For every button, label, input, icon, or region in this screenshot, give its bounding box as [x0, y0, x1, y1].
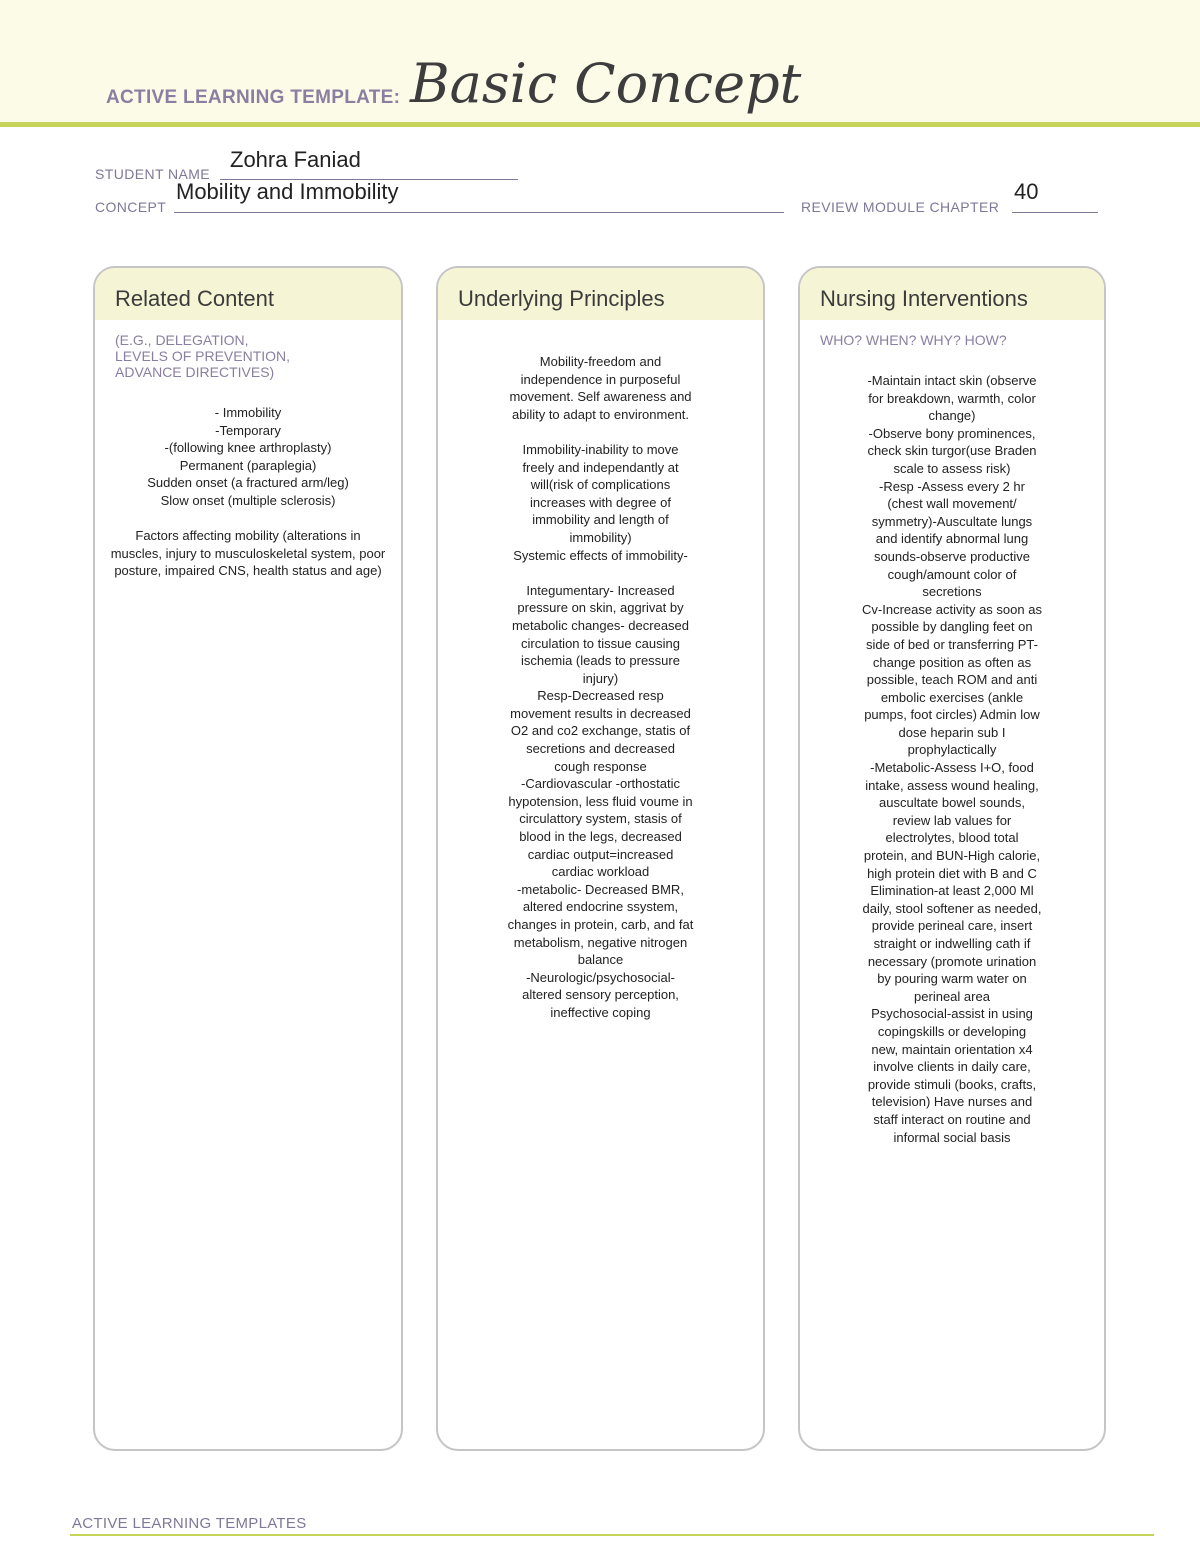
- concept-value[interactable]: Mobility and Immobility: [176, 179, 399, 204]
- underlying-principles-body[interactable]: Mobility-freedom and independence in purposeful movement. Self awareness and ability to adapt to environment. Immobility-inability to move freely and independantly at will(risk of complications increases with degree of immobility and length of immobility) Systemic effects of immobility- Integumentary- Increased pressure on skin, aggrivat by metabolic changes- decreased circulation to tissue causing ischemia (leads to pressure injury) Resp-Decreased resp movement results in decreased O2 and co2 exchange, statis of secretions and decreased cough response -Cardiovascular -orthostatic hypotension, less fluid voume in circulattory system, stasis of blood in the legs, decreased cardiac output=increased cardiac workload -metabolic- Decreased BMR, altered endocrine ssystem, changes in protein, carb, and fat metabolism, negative nitrogen balance -Neurologic/psychosocial- altered sensory perception, ineffective coping: [507, 354, 694, 1020]
- related-content-title: Related Content: [95, 268, 401, 320]
- footer-rule: [70, 1534, 1154, 1536]
- nursing-interventions-body[interactable]: -Maintain intact skin (observe for breakdown, warmth, color change) -Observe bony prominences, check skin turgor(use Braden scale to assess risk) -Resp -Assess every 2 hr (chest wall movement/ symmetry)-Auscultate lungs and identify abnormal lung sounds-observe productive cough/amount color of secretions Cv-Increase activity as soon as possible by dangling feet on side of bed or transferring PT- change position as often as possible, teach ROM and anti embolic exercises (ankle pumps, foot circles) Admin low dose heparin sub I prophylactically -Metabolic-Assess I+O, food intake, assess wound healing, auscultate bowel sounds, review lab values for electrolytes, blood total protein, and BUN-High calorie, high protein diet with B and C Elimination-at least 2,000 Ml daily, stool softener as needed, provide perineal care, insert straight or indwelling cath if necessary (promote urination by pouring warm water on perineal area Psychosocial-assist in using copingskills or developing new, maintain orientation x4 involve clients in daily care, provide stimuli (books, crafts, television) Have nurses and staff interact on routine and informal social basis: [862, 373, 1042, 1145]
- underlying-principles-panel: [436, 266, 765, 1451]
- nursing-interventions-panel: [798, 266, 1106, 1451]
- concept-label: CONCEPT: [95, 199, 167, 215]
- header-rule: [0, 122, 1200, 127]
- chapter-line: [1012, 212, 1098, 213]
- student-name-value[interactable]: Zohra Faniad: [230, 147, 361, 172]
- chapter-value[interactable]: 40: [1014, 179, 1039, 204]
- student-name-label: STUDENT NAME: [95, 166, 210, 182]
- concept-line: [174, 212, 784, 213]
- related-content-body[interactable]: - Immobility -Temporary -(following knee arthroplasty) Permanent (paraplegia) Sudden onset (a fractured arm/leg) Slow onset (multiple sclerosis) Factors affecting mobility (alterations in muscles, injury to musculoskeletal system, poor posture, impaired CNS, health status and age): [110, 405, 386, 579]
- nursing-interventions-title: Nursing Interventions: [800, 268, 1104, 320]
- underlying-principles-title: Underlying Principles: [438, 268, 763, 320]
- template-title: Basic Concept: [410, 52, 802, 115]
- related-content-panel: [93, 266, 403, 1451]
- related-content-subtitle: (E.G., DELEGATION, LEVELS OF PREVENTION, ADVANCE DIRECTIVES): [115, 332, 291, 380]
- chapter-label: REVIEW MODULE CHAPTER: [801, 199, 1000, 215]
- footer-label: ACTIVE LEARNING TEMPLATES: [72, 1515, 307, 1532]
- nursing-interventions-subtitle: WHO? WHEN? WHY? HOW?: [820, 332, 1007, 348]
- template-label: ACTIVE LEARNING TEMPLATE:: [106, 87, 401, 108]
